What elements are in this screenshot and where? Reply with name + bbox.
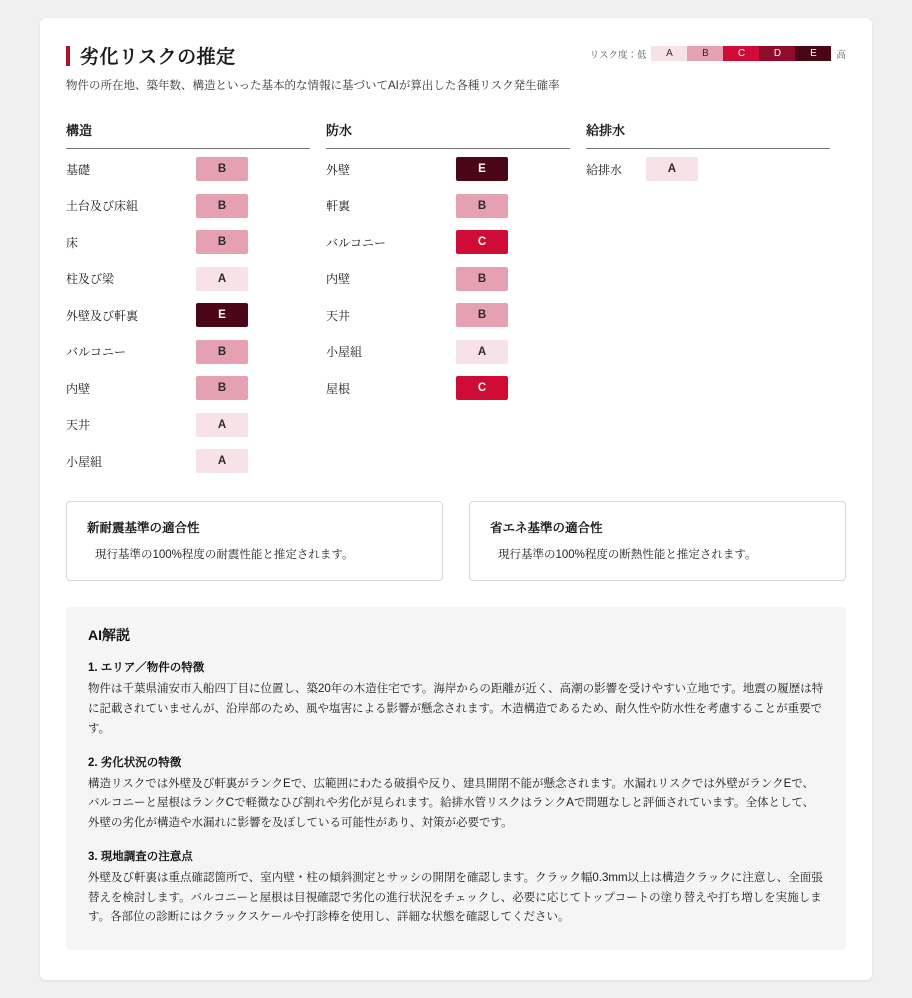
risk-rank-badge: B [196, 340, 248, 364]
risk-row-label: 外壁及び軒裏 [66, 308, 139, 323]
risk-row-label: 小屋組 [325, 345, 362, 360]
page-subtitle: 物件の所在地、築年数、構造といった基本的な情報に基づいてAIが算出した各種リスク発生確率 [66, 80, 560, 92]
risk-rank-badge: B [456, 303, 508, 327]
risk-rank-badge: B [456, 194, 508, 218]
ai-block [88, 848, 824, 928]
column-rows [586, 151, 830, 188]
risk-rank-badge: B [196, 157, 248, 181]
report-card [40, 18, 872, 980]
risk-row [326, 370, 570, 407]
legend-low-label: リスク度：低 [589, 49, 647, 61]
legend-cell-a: A [651, 46, 687, 61]
risk-row-label: 床 [66, 235, 79, 250]
risk-rank-badge: A [196, 413, 248, 437]
risk-row [326, 297, 570, 334]
risk-row [326, 224, 570, 261]
risk-legend [590, 46, 846, 61]
ai-block-heading: 3. 現地調査の注意点 [88, 850, 193, 863]
legend-high-label: 高 [836, 49, 846, 61]
risk-rank-badge: B [196, 376, 248, 400]
ai-blocks [88, 659, 824, 928]
risk-row-label: 小屋組 [66, 454, 103, 469]
column-heading: 防水 [326, 120, 570, 149]
risk-row-label: 外壁 [325, 162, 350, 177]
risk-row-label: 天井 [66, 418, 91, 433]
risk-row [326, 333, 570, 370]
page-title-text: 劣化リスクの推定 [80, 47, 236, 68]
compliance-box-text: 現行基準の100%程度の断熱性能と推定されます。 [498, 549, 757, 562]
ai-block-body: 物件は千葉県浦安市入船四丁目に位置し、築20年の木造住宅です。海岸からの距離が近く、高潮の影響を受けやすい立地です。地震の履歴は特に記載されていませんが、沿岸部のため、風や塩害による影響が懸念されます。木造構造であるため、耐久性や防水性を考慮することが重要です。 [88, 683, 824, 735]
risk-row-label: 屋根 [325, 381, 350, 396]
risk-row-label: 内壁 [66, 381, 91, 396]
compliance-box [66, 501, 443, 581]
ai-block-body: 外壁及び軒裏は重点確認箇所で、室内壁・柱の傾斜測定とサッシの開閉を確認します。クラック幅0.3mm以上は構造クラックに注意し、全面張替えを検討します。バルコニーと屋根は目視確認で劣化の進行状況をチェックし、必要に応じてトップコートの塗り替えや打ち増しを実施します。各部位の診断にはクラックスケールや打診棒を使用し、詳細な状態を確認してください。 [88, 871, 823, 924]
risk-row [66, 151, 310, 188]
ai-block-body: 構造リスクでは外壁及び軒裏がランクEで、広範囲にわたる破損や反り、建具開閉不能が懸念されます。水漏れリスクでは外壁がランクEで、バルコニーと屋根はランクCで軽微なひび割れや劣化が見られます。給排水管リスクはランクAで問題なしと評価されています。全体として、外壁の劣化が構造や水漏れに影響を及ぼしている可能性があり、対策が必要です。 [88, 777, 815, 830]
risk-rank-badge: B [456, 267, 508, 291]
ai-section-title: AI解説 [88, 627, 130, 644]
risk-row-label: 基礎 [66, 162, 91, 177]
risk-row [586, 151, 830, 188]
risk-row [66, 370, 310, 407]
ai-block [88, 659, 824, 739]
column-heading: 構造 [66, 120, 310, 149]
compliance-box-title: 省エネ基準の適合性 [490, 521, 603, 536]
risk-row [66, 187, 310, 224]
risk-row [66, 297, 310, 334]
risk-row-label: 土台及び床組 [66, 199, 139, 214]
risk-row-label: 給排水 [585, 162, 622, 177]
page-title [66, 42, 590, 69]
risk-row-label: 軒裏 [325, 199, 350, 214]
ai-explanation-section [66, 607, 846, 950]
compliance-box [469, 501, 846, 581]
risk-rank-badge: C [456, 376, 508, 400]
title-block [66, 42, 590, 96]
risk-rank-badge: C [456, 230, 508, 254]
risk-row [66, 260, 310, 297]
risk-rank-badge: A [196, 449, 248, 473]
column-rows [326, 151, 570, 407]
risk-row-label: 天井 [325, 308, 350, 323]
risk-rank-badge: E [196, 303, 248, 327]
ai-block-heading: 2. 劣化状況の特徴 [88, 756, 182, 769]
risk-row-label: 柱及び梁 [66, 272, 115, 287]
risk-rank-badge: A [196, 267, 248, 291]
risk-row [326, 187, 570, 224]
compliance-box-text: 現行基準の100%程度の耐震性能と推定されます。 [95, 549, 354, 562]
risk-rank-badge: B [196, 194, 248, 218]
risk-row [66, 224, 310, 261]
risk-row [66, 406, 310, 443]
legend-cells [651, 46, 831, 61]
risk-column [326, 120, 586, 480]
risk-row-label: バルコニー [325, 235, 386, 250]
risk-column [66, 120, 326, 480]
column-rows [66, 151, 310, 480]
compliance-box-title: 新耐震基準の適合性 [87, 521, 200, 536]
legend-cell-d: D [759, 46, 795, 61]
risk-rank-badge: A [646, 157, 698, 181]
column-heading: 給排水 [586, 120, 830, 149]
risk-rank-badge: E [456, 157, 508, 181]
legend-cell-c: C [723, 46, 759, 61]
compliance-boxes [66, 501, 846, 581]
legend-cell-b: B [687, 46, 723, 61]
risk-row [66, 333, 310, 370]
legend-cell-e: E [795, 46, 831, 61]
risk-row-label: 内壁 [325, 272, 350, 287]
risk-rank-badge: A [456, 340, 508, 364]
risk-columns [66, 120, 846, 480]
risk-column [586, 120, 846, 480]
risk-row [326, 151, 570, 188]
ai-block [88, 754, 824, 834]
risk-row [326, 260, 570, 297]
risk-row-label: バルコニー [66, 345, 127, 360]
risk-rank-badge: B [196, 230, 248, 254]
title-accent-bar [66, 46, 70, 66]
ai-block-heading: 1. エリア／物件の特徴 [88, 662, 205, 675]
risk-row [66, 443, 310, 480]
header [66, 42, 846, 96]
